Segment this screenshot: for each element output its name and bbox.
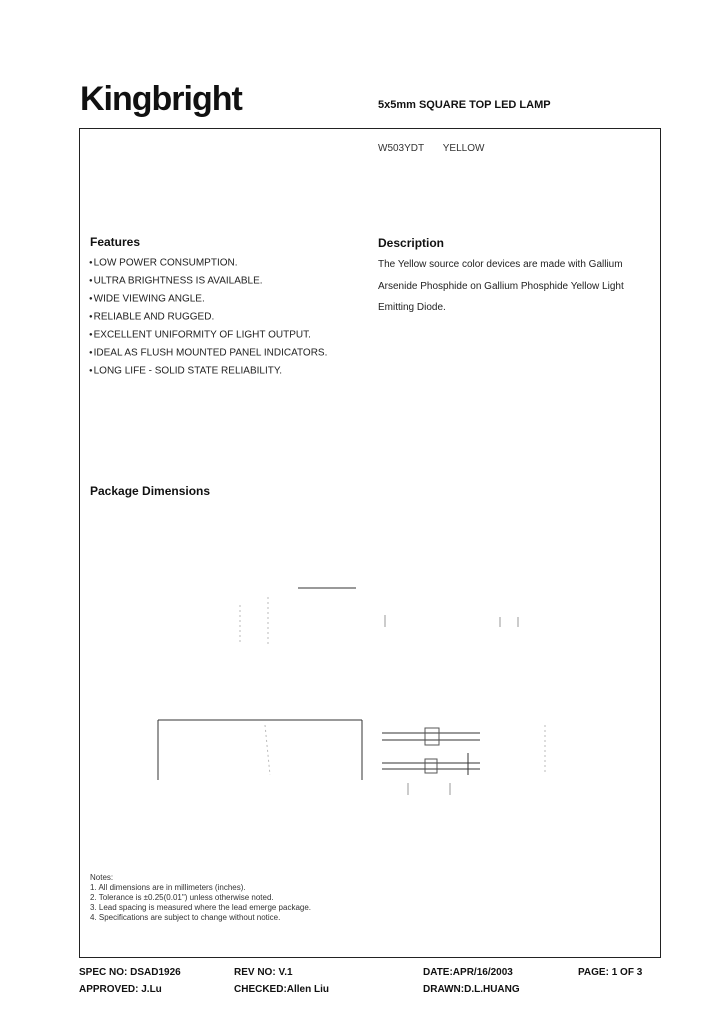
feature-item: ● WIDE VIEWING ANGLE. bbox=[89, 290, 327, 308]
spec-number: SPEC NO: DSAD1926 bbox=[79, 967, 181, 978]
feature-item: ● LOW POWER CONSUMPTION. bbox=[89, 254, 327, 272]
approved-by: APPROVED: J.Lu bbox=[79, 984, 162, 995]
features-list bbox=[89, 254, 327, 380]
note-item: 1. All dimensions are in millimeters (inches). bbox=[90, 883, 246, 892]
feature-item: ● RELIABLE AND RUGGED. bbox=[89, 308, 327, 326]
part-color: YELLOW bbox=[442, 143, 485, 154]
brand-logo: Kingbright bbox=[80, 80, 242, 118]
revision-date: DATE:APR/16/2003 bbox=[423, 967, 513, 978]
features-heading: Features bbox=[90, 235, 141, 249]
checked-by: CHECKED:Allen Liu bbox=[234, 984, 329, 995]
feature-item: ● LONG LIFE - SOLID STATE RELIABILITY. bbox=[89, 362, 327, 380]
package-dimension-drawing bbox=[150, 575, 570, 815]
description-line: Emitting Diode. bbox=[378, 302, 446, 313]
description-line: The Yellow source color devices are made with Gallium bbox=[378, 259, 623, 270]
datasheet-frame bbox=[79, 128, 661, 958]
note-item: 4. Specifications are subject to change without notice. bbox=[90, 913, 281, 922]
feature-item: ● IDEAL AS FLUSH MOUNTED PANEL INDICATORS. bbox=[89, 344, 327, 362]
revision-number: REV NO: V.1 bbox=[234, 967, 293, 978]
package-dimensions-heading: Package Dimensions bbox=[90, 484, 211, 498]
drawn-by: DRAWN:D.L.HUANG bbox=[423, 984, 520, 995]
notes-heading: Notes: bbox=[90, 873, 114, 882]
feature-item: ● EXCELLENT UNIFORMITY OF LIGHT OUTPUT. bbox=[89, 326, 327, 344]
page-number: PAGE: 1 OF 3 bbox=[578, 967, 643, 978]
note-item: 3. Lead spacing is measured where the lead emerge package. bbox=[90, 903, 312, 912]
part-line bbox=[378, 143, 500, 154]
note-item: 2. Tolerance is ±0.25(0.01") unless otherwise noted. bbox=[90, 893, 274, 902]
feature-item: ● ULTRA BRIGHTNESS IS AVAILABLE. bbox=[89, 272, 327, 290]
document-title: 5x5mm SQUARE TOP LED LAMP bbox=[378, 99, 551, 111]
description-body bbox=[378, 254, 624, 319]
description-heading: Description bbox=[378, 236, 445, 250]
notes-block bbox=[90, 873, 311, 923]
part-number: W503YDT bbox=[378, 143, 425, 154]
description-line: Arsenide Phosphide on Gallium Phosphide Yellow Light bbox=[378, 280, 624, 292]
